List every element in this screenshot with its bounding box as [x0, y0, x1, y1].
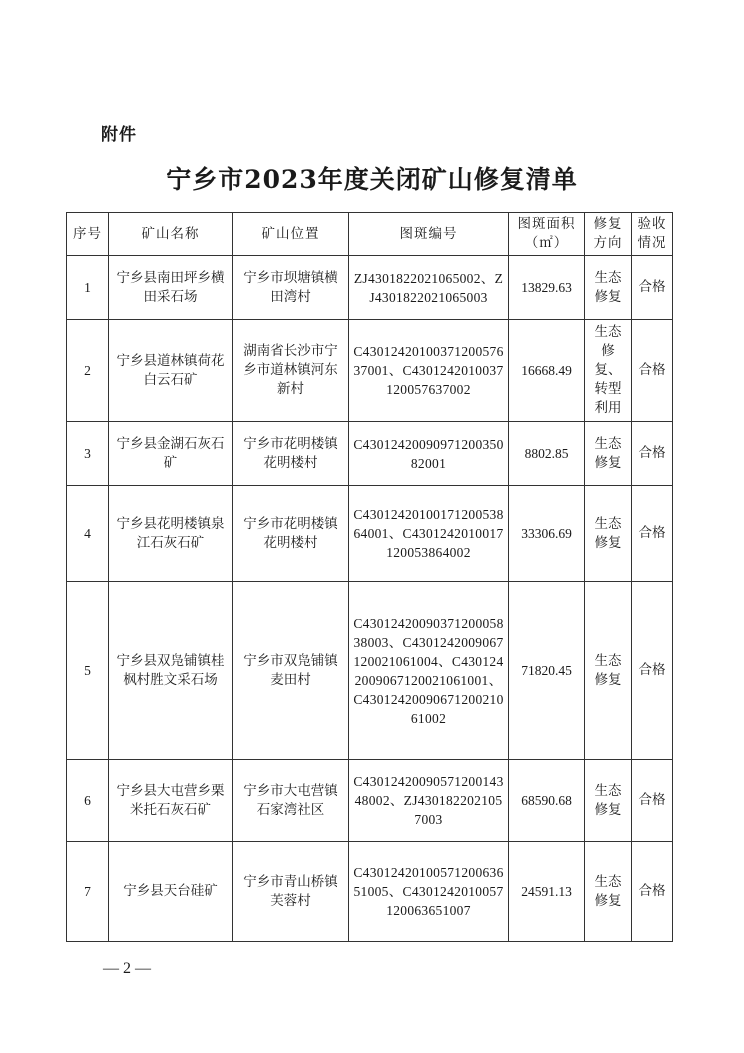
cell-acceptance: 合格 [632, 486, 673, 582]
cell-name: 宁乡县南田坪乡横田采石场 [109, 256, 233, 320]
cell-no: 4 [67, 486, 109, 582]
table-row [67, 486, 673, 582]
table-row [67, 582, 673, 760]
cell-area: 33306.69 [509, 486, 585, 582]
cell-direction: 生态修复 [585, 760, 632, 842]
cell-no: 6 [67, 760, 109, 842]
page-number: — 2 — [103, 960, 151, 977]
cell-direction: 生态修复 [585, 842, 632, 942]
cell-name: 宁乡县花明楼镇泉江石灰石矿 [109, 486, 233, 582]
cell-direction: 生态修复 [585, 256, 632, 320]
cell-name: 宁乡县道林镇荷花白云石矿 [109, 320, 233, 422]
table-row [67, 422, 673, 486]
cell-direction: 生态修复 [585, 422, 632, 486]
header-acceptance: 验收情况 [632, 213, 673, 256]
cell-area: 16668.49 [509, 320, 585, 422]
cell-location: 湖南省长沙市宁乡市道林镇河东新村 [233, 320, 349, 422]
cell-area: 13829.63 [509, 256, 585, 320]
cell-code: C4301242009037120005838003、C4301242009067120021061004、C4301242009067120021061001、C4301242009067120021061002 [349, 582, 509, 760]
cell-name: 宁乡县金湖石灰石矿 [109, 422, 233, 486]
cell-code: C4301242010037120057637001、C4301242010037120057637002 [349, 320, 509, 422]
header-location: 矿山位置 [233, 213, 349, 256]
cell-no: 1 [67, 256, 109, 320]
header-code: 图斑编号 [349, 213, 509, 256]
cell-code: C4301242009097120035082001 [349, 422, 509, 486]
cell-area: 71820.45 [509, 582, 585, 760]
cell-direction: 生态修复 [585, 486, 632, 582]
cell-location: 宁乡市大屯营镇石家湾社区 [233, 760, 349, 842]
cell-area: 8802.85 [509, 422, 585, 486]
table-row [67, 320, 673, 422]
cell-code: C4301242010017120053864001、C4301242010017120053864002 [349, 486, 509, 582]
attachment-label: 附件 [101, 125, 137, 145]
cell-acceptance: 合格 [632, 582, 673, 760]
cell-location: 宁乡市花明楼镇花明楼村 [233, 486, 349, 582]
cell-area: 24591.13 [509, 842, 585, 942]
table-header-row [67, 213, 673, 256]
cell-code: C4301242009057120014348002、ZJ4301822021057003 [349, 760, 509, 842]
cell-location: 宁乡市坝塘镇横田湾村 [233, 256, 349, 320]
header-direction: 修复方向 [585, 213, 632, 256]
cell-acceptance: 合格 [632, 422, 673, 486]
header-area: 图斑面积（㎡） [509, 213, 585, 256]
cell-name: 宁乡县天台硅矿 [109, 842, 233, 942]
cell-name: 宁乡县双凫铺镇桂枫村胜文采石场 [109, 582, 233, 760]
cell-name: 宁乡县大屯营乡栗米托石灰石矿 [109, 760, 233, 842]
cell-acceptance: 合格 [632, 842, 673, 942]
cell-acceptance: 合格 [632, 256, 673, 320]
table-row [67, 842, 673, 942]
cell-location: 宁乡市青山桥镇芙蓉村 [233, 842, 349, 942]
cell-location: 宁乡市花明楼镇花明楼村 [233, 422, 349, 486]
table-row [67, 256, 673, 320]
cell-area: 68590.68 [509, 760, 585, 842]
page-title: 宁乡市2023年度关闭矿山修复清单 [166, 165, 578, 194]
cell-location: 宁乡市双凫铺镇麦田村 [233, 582, 349, 760]
header-name: 矿山名称 [109, 213, 233, 256]
cell-code: ZJ4301822021065002、ZJ4301822021065003 [349, 256, 509, 320]
header-no: 序号 [67, 213, 109, 256]
cell-acceptance: 合格 [632, 760, 673, 842]
cell-no: 7 [67, 842, 109, 942]
cell-code: C4301242010057120063651005、C4301242010057120063651007 [349, 842, 509, 942]
cell-no: 3 [67, 422, 109, 486]
cell-direction: 生态修复 [585, 582, 632, 760]
table-row [67, 760, 673, 842]
cell-no: 5 [67, 582, 109, 760]
cell-no: 2 [67, 320, 109, 422]
cell-direction: 生态修复、转型利用 [585, 320, 632, 422]
cell-acceptance: 合格 [632, 320, 673, 422]
mine-restoration-table [66, 212, 673, 942]
